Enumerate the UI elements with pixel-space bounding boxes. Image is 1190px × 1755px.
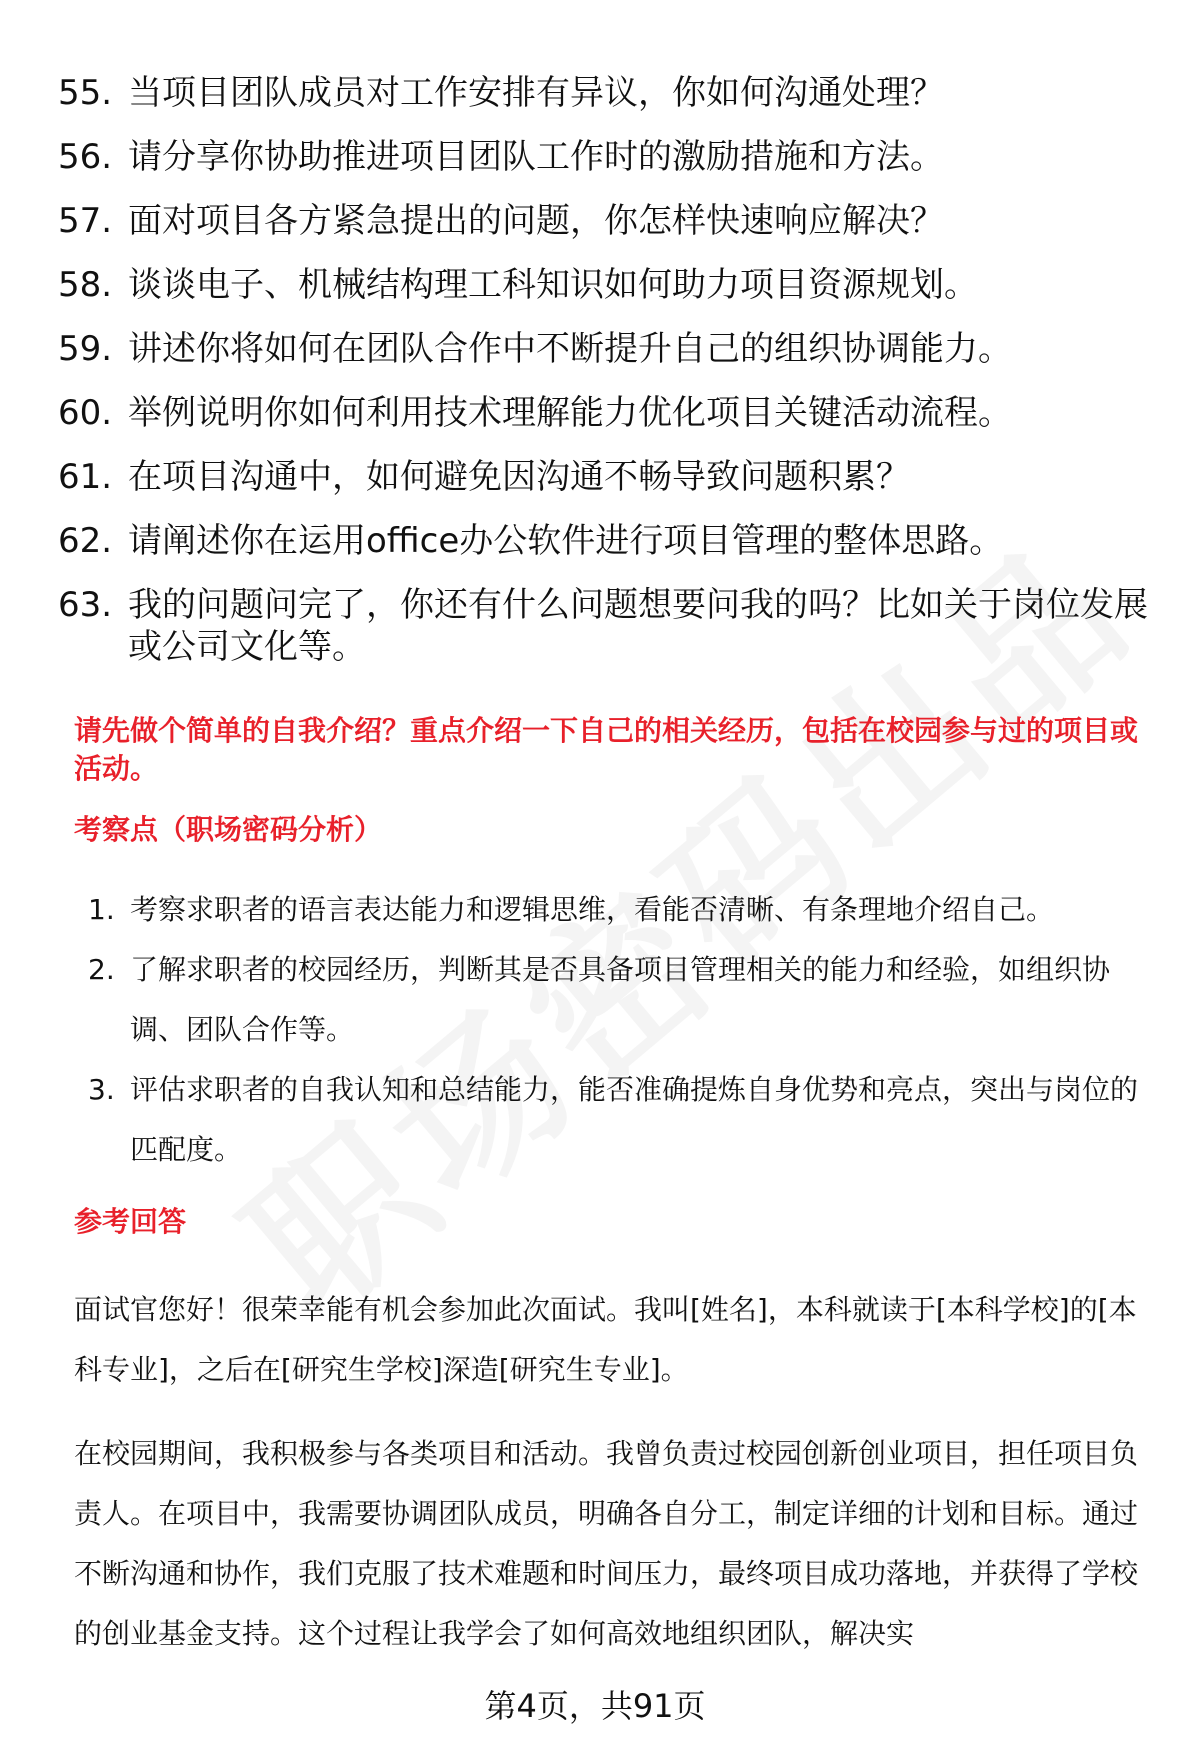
question-number: 56. — [58, 137, 113, 177]
question-number: 58. — [58, 265, 113, 305]
answer-heading: 参考回答 — [74, 1205, 187, 1238]
question-number: 57. — [58, 201, 113, 241]
question-text: 举例说明你如何利用技术理解能力优化项目关键活动流程。 — [128, 393, 1012, 433]
analysis-point — [88, 880, 1158, 940]
question-item — [58, 520, 1148, 562]
point-text: 了解求职者的校园经历，判断其是否具备项目管理相关的能力和经验，如组织协调、团队合作等。 — [130, 953, 1111, 1046]
question-text: 谈谈电子、机械结构理工科知识如何助力项目资源规划。 — [128, 265, 978, 305]
page-footer: 第4页，共91页 — [484, 1687, 706, 1725]
analysis-points — [88, 880, 1158, 1180]
question-item — [58, 328, 1148, 370]
question-item — [58, 136, 1148, 178]
question-number: 62. — [58, 521, 113, 561]
question-number: 59. — [58, 329, 113, 369]
analysis-heading: 考察点（职场密码分析） — [74, 813, 383, 846]
analysis-point — [88, 1060, 1158, 1180]
question-item — [58, 72, 1148, 114]
point-number: 3. — [88, 1073, 115, 1106]
question-item — [58, 456, 1148, 498]
question-number: 63. — [58, 585, 113, 625]
point-number: 1. — [88, 893, 115, 926]
answer-paragraph: 面试官您好！很荣幸能有机会参加此次面试。我叫[姓名]，本科就读于[本科学校]的[本科专业]，之后在[研究生学校]深造[研究生专业]。 — [74, 1293, 1137, 1386]
point-text: 考察求职者的语言表达能力和逻辑思维，看能否清晰、有条理地介绍自己。 — [130, 893, 1055, 926]
question-item — [58, 200, 1148, 242]
question-text: 面对项目各方紧急提出的问题，你怎样快速响应解决？ — [128, 201, 944, 241]
point-text: 评估求职者的自我认知和总结能力，能否准确提炼自身优势和亮点，突出与岗位的匹配度。 — [130, 1073, 1139, 1166]
question-item — [58, 392, 1148, 434]
question-number: 60. — [58, 393, 113, 433]
question-text: 请阐述你在运用office办公软件进行项目管理的整体思路。 — [128, 521, 1004, 561]
question-item — [58, 584, 1148, 668]
question-number: 61. — [58, 457, 113, 497]
interview-question-heading: 请先做个简单的自我介绍？重点介绍一下自己的相关经历，包括在校园参与过的项目或活动。 — [74, 714, 1139, 785]
question-text: 讲述你将如何在团队合作中不断提升自己的组织协调能力。 — [128, 329, 1012, 369]
point-number: 2. — [88, 953, 115, 986]
analysis-point — [88, 940, 1158, 1060]
question-number: 55. — [58, 73, 113, 113]
question-text: 我的问题问完了，你还有什么问题想要问我的吗？比如关于岗位发展或公司文化等。 — [128, 585, 1148, 667]
question-text: 请分享你协助推进项目团队工作时的激励措施和方法。 — [128, 137, 944, 177]
answer-paragraph: 在校园期间，我积极参与各类项目和活动。我曾负责过校园创新创业项目，担任项目负责人。在项目中，我需要协调团队成员，明确各自分工，制定详细的计划和目标。通过不断沟通和协作，我们克服了技术难题和时间压力，最终项目成功落地，并获得了学校的创业基金支持。这个过程让我学会了如何高效地组织团队，解决实 — [74, 1437, 1139, 1650]
question-text: 在项目沟通中，如何避免因沟通不畅导致问题积累？ — [128, 457, 910, 497]
question-list — [58, 72, 1148, 690]
question-text: 当项目团队成员对工作安排有异议，你如何沟通处理？ — [128, 73, 944, 113]
question-item — [58, 264, 1148, 306]
